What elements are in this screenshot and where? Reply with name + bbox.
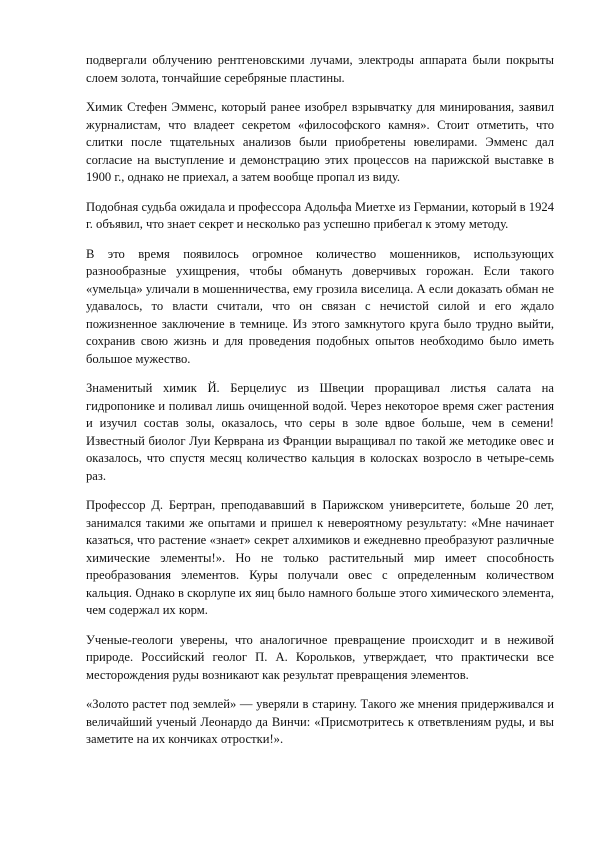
paragraph-8: «Золото растет под землей» — уверяли в старину. Такого же мнения придерживался и величайший ученый Леонардо да Винчи: «Присмотритесь к ответвлениям руды, и вы заметите на их кончиках отростки!». — [86, 697, 554, 746]
paragraph-2: Химик Стефен Эмменс, который ранее изобрел взрывчатку для минирования, заявил журналистам, что владеет секретом «философского камня». Стоит отметить, что слитки после тщательных анализов были приобретены ювелирами. Эмменс дал согласие на выступление и демонстрацию этих процессов на парижской выставке в 1900 г., однако не приехал, а затем вообще пропал из виду. — [86, 100, 554, 184]
paragraph-5: Знаменитый химик Й. Берцелиус из Швеции проращивал листья салата на гидропонике и поливал лишь очищенной водой. Через некоторое время сжег растения и изучил состав золы, оказалось, что серы в золе вдвое больше, чем в семени! Известный биолог Луи Керврана из Франции выращивал по такой же методике овес и оказалось, что спустя месяц количество кальция в колосках возросло в четыре-семь раз. — [86, 381, 554, 483]
paragraph-7: Ученые-геологи уверены, что аналогичное превращение происходит и в неживой природе. Российский геолог П. А. Корольков, утверждает, что практически все месторождения руды возникают как результат превращения элементов. — [86, 632, 554, 682]
paragraph-4: В это время появилось огромное количество мошенников, использующих разнообразные ухищрения, чтобы обмануть доверчивых горожан. Если такого «умельца» уличали в мошенничества, ему грозила виселица. А если доказать обман не удавалось, то власти считали, что он связан с нечистой силой и его ждало пожизненное заключение в темнице. Из этого замкнутого круга было трудно выйти, сохранив свою жизнь и для проведения подобных опытов необходимо было иметь большое мужество. — [86, 246, 554, 366]
paragraph-3: Подобная судьба ожидала и профессора Адольфа Миетхе из Германии, который в 1924 г. объявил, что знает секрет и несколько раз успешно прибегал к этому методу. — [86, 199, 554, 231]
document-page — [86, 52, 554, 761]
paragraph-1: подвергали облучению рентгеновскими лучами, электроды аппарата были покрыты слоем золота, тончайшие серебряные пластины. — [86, 53, 554, 85]
paragraph-6: Профессор Д. Бертран, преподававший в Парижском университете, больше 20 лет, занимался такими же опытами и пришел к невероятному результату: «Мне начинает казаться, что растение «знает» секрет алхимиков и ежедневно преобразуют различные химические элементы!». Но не только растительный мир имеет способность преобразования элементов. Куры получали овес с определенным количеством кальция. Однако в скорлупе их яиц было намного больше этого химического элемента, чем содержал их корм. — [86, 498, 554, 617]
